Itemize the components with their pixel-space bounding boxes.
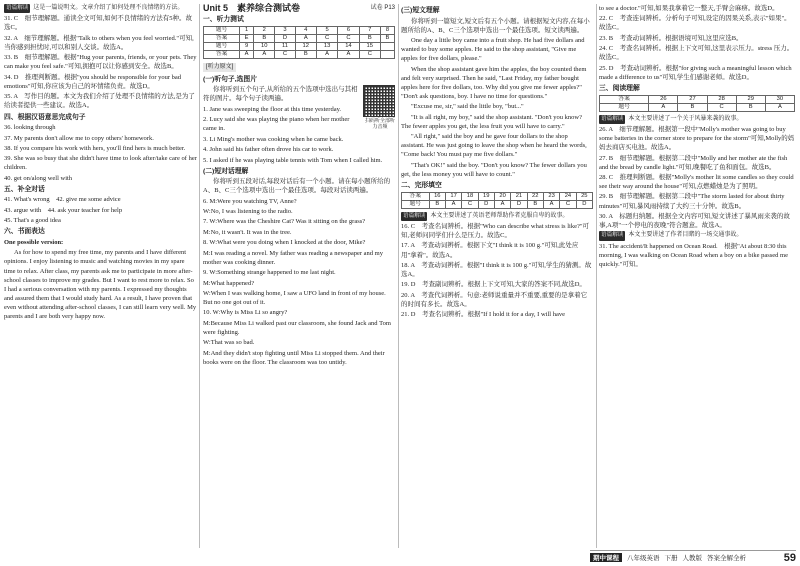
table-cell: 题号 bbox=[204, 26, 240, 34]
column-3 bbox=[401, 4, 593, 321]
table-cell: D bbox=[576, 200, 592, 208]
answer-item: 33. B 细节理解题。根据"Hug your parents, friends, or your pets. They can make you feel safe."可知,拥抱可以让你感到安全。故选B。 bbox=[4, 54, 197, 71]
passage-paragraph: When the shop assistant gave him the apples, the boy counted them and felt very surprised. Then he said, "Last Friday, my father bought apples here for five dollars, too. Why did you give me fewer apples?" "Don't ask questions, boy. I have no time for questions." bbox=[401, 65, 587, 100]
answer-item: 23. B 考查动词辨析。根据语境可知,这里应选B。 bbox=[599, 34, 743, 42]
script-line: M:Because Miss Li walked past our classroom, she found Jack and Tom were fighting. bbox=[203, 319, 391, 336]
table-cell: B bbox=[295, 50, 316, 58]
script-line: W:That was so bad. bbox=[203, 339, 255, 347]
passage-note: 语篇解读 这是一篇说明文。文章介绍了如何处理不良情绪的方法。 bbox=[4, 4, 197, 13]
script-line: 10. W:Why is Miss Li so angry? bbox=[203, 309, 288, 317]
passage-paragraph: "Excuse me, sir," said the little boy, "but..." bbox=[411, 103, 524, 111]
column-divider bbox=[199, 4, 200, 548]
table-cell: 12 bbox=[295, 42, 316, 50]
qr-code-icon[interactable] bbox=[363, 85, 395, 117]
passage-paragraph: One day a little boy came into a fruit shop. He had five dollars and wanted to buy some apples. He said to the shop assistant, "Give me apples for five dollars, please." bbox=[401, 37, 585, 63]
answer-item: 34. D 推理判断题。根据"you should be responsible for your bad emotions"可知,你应该为自己的坏情绪负责。故选D。 bbox=[4, 73, 182, 90]
table-cell: 4 bbox=[295, 26, 316, 34]
grade-label: 八年级英语 bbox=[627, 555, 660, 562]
table-cell: 1 bbox=[240, 26, 254, 34]
interpretation-tag: 语篇解读 bbox=[599, 231, 625, 240]
table-cell: C bbox=[462, 200, 478, 208]
instruction-text: 你将听到一篇短文,短文后有五个小题。请根据短文内容,在每小题所给的A、B、C三个选项中选出一个最佳选项。短文读两遍。 bbox=[401, 17, 590, 34]
answer-table-reading bbox=[599, 95, 795, 112]
subsection-heading: (一)听句子,选图片 bbox=[203, 75, 257, 83]
interpretation-tag: 语篇解读 bbox=[599, 115, 625, 124]
table-cell: A bbox=[338, 50, 359, 58]
answer-item: 22. C 考查连词辨析。分析句子可知,设定的因果关系,表示"如果"。故选C。 bbox=[599, 15, 791, 32]
answer-item: 18. A 考查动词辨析。根据"I think it is 100 g."可知,学生的猜测。故选A。 bbox=[401, 261, 592, 279]
table-cell: 8 bbox=[380, 26, 394, 34]
table-cell: A bbox=[295, 34, 316, 42]
passage-note: 语篇解读 本文主要讲述了一个关于风暴来袭的故事。 bbox=[599, 115, 795, 124]
brand-logo: 期中课程 bbox=[590, 553, 622, 562]
table-cell: 答案 bbox=[204, 50, 240, 58]
answers-41-45 bbox=[4, 195, 197, 225]
answer-item: 31. The accident/It happened on Ocean Road. 根据"At about 8:30 this morning, I was walking on Ocean Road when a boy on a bike passed me quickly."可知。 bbox=[599, 242, 788, 269]
table-cell: C bbox=[560, 200, 576, 208]
table-cell bbox=[380, 50, 394, 58]
answer-item: 36. looking through bbox=[4, 124, 56, 132]
table-cell: 答案 bbox=[204, 34, 240, 42]
answers-36-40 bbox=[4, 123, 197, 183]
script-line: M:What happened? bbox=[203, 279, 255, 287]
answers-16-21 bbox=[401, 222, 593, 319]
table-cell: B bbox=[736, 103, 765, 111]
script-line: 5. I asked if he was playing table tennis with Tom when I called him. bbox=[203, 156, 383, 164]
answer-item: 39. She was so busy that she didn't have time to look after/take care of her children. bbox=[4, 155, 197, 172]
table-cell: D bbox=[275, 34, 295, 42]
passage-paragraph: "It is all right, my boy," said the shop assistant. "Don't you know? The fewer apples you get, the less fruit you will have to carry." bbox=[401, 113, 583, 130]
page-number: 59 bbox=[783, 551, 796, 564]
table-cell: A bbox=[543, 200, 559, 208]
table-cell: 22 bbox=[527, 192, 543, 200]
answer-item: 17. A 考查动词辨析。根据下文"I think it is 100 g."可知,此处应用"拿着"。故选A。 bbox=[401, 242, 579, 259]
table-cell: 20 bbox=[494, 192, 510, 200]
listening-passage bbox=[401, 36, 593, 179]
answer-table-cloze bbox=[401, 192, 593, 209]
answer-item: 25. D 考查动词辨析。根据"for giving such a meaningful lesson which made a difference to us"可知,学生们感谢老师。故选D。 bbox=[599, 64, 792, 81]
table-cell: 23 bbox=[543, 192, 559, 200]
answer-item: 26. A 细节理解题。根据第一段中"Molly's mother was going to buy some batteries in the corner store to prepare for the storm"可知,Molly的妈妈去商店买电池。故选A。 bbox=[599, 125, 795, 152]
answer-item: 16. C 考查名词辨析。根据"Who can describe what stress is like?"可知,老师问同学们什么是压力。故选C。 bbox=[401, 222, 589, 240]
answer-item: 45. That's a good idea bbox=[4, 217, 61, 225]
table-cell: 3 bbox=[275, 26, 295, 34]
table-cell: 15 bbox=[359, 42, 380, 50]
section-heading: 四、根据汉语意思完成句子 bbox=[4, 113, 86, 121]
script-line: 8. W:What were you doing when I knocked at the door, Mike? bbox=[203, 239, 366, 247]
column-2 bbox=[203, 4, 395, 368]
column-4 bbox=[599, 4, 795, 270]
table-cell: B bbox=[380, 34, 394, 42]
answer-item: 43. argue with 44. ask your teacher for help bbox=[4, 206, 123, 214]
table-cell: B bbox=[527, 200, 543, 208]
table-cell: C bbox=[707, 103, 736, 111]
script-line: W:When I was walking home, I saw a UFO land in front of my house. But no one got out of it. bbox=[203, 289, 386, 306]
table-cell: 题号 bbox=[402, 200, 430, 208]
table-cell: B bbox=[678, 103, 707, 111]
answer-item: 38. If you compare his work with hers, you'll find hers is much better. bbox=[4, 144, 186, 152]
answers-31-35 bbox=[4, 14, 197, 110]
answer-item: 21. D 考查名词辨析。根据"If I hold it for a day, I will have bbox=[401, 311, 565, 319]
table-cell: A bbox=[494, 200, 510, 208]
table-cell bbox=[380, 42, 394, 50]
answer-item: 20. A 考查代词辨析。句意:老师说重量并不重要,重要的是拿着它的时间有多长。故选A。 bbox=[401, 291, 588, 308]
section-heading: 二、完形填空 bbox=[401, 181, 442, 189]
interpretation-tag: 语篇解读 bbox=[401, 212, 427, 221]
script-line: 6. M:Were you watching TV, Anne? bbox=[203, 197, 297, 205]
passage-note: 语篇解读 本文主要讲述了作者目睹的一场交通事故。 bbox=[599, 231, 795, 240]
interpretation-tag: 语篇解读 bbox=[4, 4, 30, 13]
table-cell: 30 bbox=[765, 95, 794, 103]
table-cell: 答案 bbox=[600, 95, 649, 103]
script-line: 1. Jane was sweeping the floor at this time yesterday. bbox=[203, 105, 342, 113]
answer-item: 19. D 考查副词辨析。根据上下文可知,大家的答案不同,故选D。 bbox=[401, 281, 586, 289]
table-cell: C bbox=[359, 50, 380, 58]
answer-item: 28. C 推理判断题。根据"Molly's mother lit some candles so they could see their way around the house"可知,点燃蜡烛是为了照明。 bbox=[599, 173, 794, 191]
section-label: 答案全解全析 bbox=[707, 555, 746, 562]
subsection-heading: (三)短文理解 bbox=[401, 7, 440, 14]
answers-21-25 bbox=[599, 4, 795, 82]
script-line: W:No, I was listening to the radio. bbox=[203, 208, 293, 216]
table-cell: 24 bbox=[560, 192, 576, 200]
table-cell: 29 bbox=[736, 95, 765, 103]
table-cell: C bbox=[275, 50, 295, 58]
answers-31 bbox=[599, 242, 795, 269]
answer-item: to see a doctor."可知,如果我拿着它一整天,手臂会麻痹。故选D。 bbox=[599, 5, 779, 12]
passage-paragraph: "All right," said the boy and he gave four dollars to the shop assistant. He was just going to leave the shop when he heard the words, "Come back! You must pay me five dollars." bbox=[401, 133, 587, 159]
script-line: M:I was reading a novel. My father was reading a newspaper and my mother was cooking dinner. bbox=[203, 249, 383, 266]
table-cell: C bbox=[316, 34, 337, 42]
table-cell: B bbox=[429, 200, 445, 208]
table-cell: 26 bbox=[649, 95, 678, 103]
instruction-text: 你将听到五个句子,从所给的五个选项中选出与其相符的图片。每个句子读两遍。 bbox=[203, 86, 358, 103]
table-cell: 5 bbox=[316, 26, 337, 34]
table-cell: 答案 bbox=[402, 192, 430, 200]
table-cell: 27 bbox=[678, 95, 707, 103]
instruction-text: 你将听到五段对话,每段对话后有一个小题。请在每小题所给的A、B、C三个选项中选出一个最佳选项。每段对话读两遍。 bbox=[203, 178, 391, 195]
table-cell: 19 bbox=[478, 192, 494, 200]
table-cell: 7 bbox=[359, 26, 380, 34]
section-heading: 五、补全对话 bbox=[4, 185, 45, 193]
answer-item: 37. My parents don't allow me to copy others' homework. bbox=[4, 134, 154, 142]
answer-item: 35. A 写作目的题。本文为我们介绍了处理不良情绪的方法,是为了给读者提供一些建议。故选A。 bbox=[4, 93, 195, 110]
table-cell: 10 bbox=[254, 42, 275, 50]
sample-essay: As for how to spend my free time, my parents and I have different opinions. I enjoy listening to music and watching movies in my spare time to relax. After class, my parents ask me to participate in more after-school classes to improve my grades. But I want to rest more to relax. So I had a serious conversation with my parents. I expressed my thoughts and assured them that I would study hard. As a result, I have proven that even without attending after-school classes, I can still learn very well. My parents and I are both very happy now. bbox=[4, 249, 197, 320]
table-cell: 17 bbox=[445, 192, 461, 200]
answers-26-30 bbox=[599, 125, 795, 230]
table-cell: A bbox=[445, 200, 461, 208]
answer-item: 30. A 标题归纳题。根据全文内容可知,短文讲述了暴风雨来袭的故事,A项"一个停电的夜晚"符合题意。故选A。 bbox=[599, 212, 790, 230]
table-cell: 21 bbox=[511, 192, 527, 200]
table-cell: A bbox=[316, 50, 337, 58]
table-cell: B bbox=[254, 34, 275, 42]
sample-title: One possible version: bbox=[4, 238, 64, 246]
table-cell: A bbox=[765, 103, 794, 111]
script-line: 7. W:Where was the Cheshire Cat? Was it sitting on the grass? bbox=[203, 218, 366, 226]
section-heading: 三、阅读理解 bbox=[599, 84, 640, 92]
table-cell: A bbox=[649, 103, 678, 111]
listening-part-2 bbox=[203, 197, 395, 367]
table-cell: 18 bbox=[462, 192, 478, 200]
answer-item: 40. get on/along well with bbox=[4, 174, 73, 182]
unit-title: Unit 5 素养综合测试卷 bbox=[203, 3, 301, 13]
answer-item: 32. A 细节理解题。根据"Talk to others when you feel worried."可知,当你感到担忧时,可以和别人交谈。故选A。 bbox=[4, 34, 194, 51]
script-line: 3. Li Ming's mother was cooking when he came back. bbox=[203, 135, 344, 143]
section-heading: 一、听力测试 bbox=[203, 16, 244, 24]
answer-item: 31. C 细节理解题。通读全文可知,如何不良情绪的方法有5种。故选C。 bbox=[4, 15, 192, 32]
table-cell: 13 bbox=[316, 42, 337, 50]
table-cell: D bbox=[511, 200, 527, 208]
column-divider bbox=[398, 4, 399, 548]
term-label: 下册 bbox=[664, 555, 678, 562]
script-line: 9. W:Something strange happened to me last night. bbox=[203, 269, 336, 277]
answer-item: 41. What's wrong 42. give me some advice bbox=[4, 196, 121, 204]
table-cell: 题号 bbox=[204, 42, 240, 50]
table-cell: 16 bbox=[429, 192, 445, 200]
table-cell: E bbox=[240, 34, 254, 42]
table-cell: 2 bbox=[254, 26, 275, 34]
script-line: 2. Lucy said she was playing the piano when her mother came in. bbox=[203, 116, 350, 133]
table-cell: 题号 bbox=[600, 103, 649, 111]
table-cell: B bbox=[359, 34, 380, 42]
qr-note: 扫码听全部听力音频 bbox=[365, 119, 396, 131]
script-line: M:And they didn't stop fighting until Miss Li stopped them. And their books were on the floor. The classroom was too untidy. bbox=[203, 349, 385, 366]
script-label: [听力原文] bbox=[203, 63, 236, 72]
subsection-heading: (二)短对话理解 bbox=[203, 167, 249, 175]
passage-note: 语篇解读 本文主要讲述了英语老师帮助作者克服自卑的故事。 bbox=[401, 212, 593, 221]
answer-item: 29. B 细节理解题。根据第二段中"The storm lasted for about thirty minutes"可知,暴风雨持续了大约三十分钟。故选B。 bbox=[599, 193, 785, 210]
table-cell: 25 bbox=[576, 192, 592, 200]
table-cell: 9 bbox=[240, 42, 254, 50]
passage-paragraph: "That's OK!" said the boy. "Don't you know? The fewer dollars you get, the less money you will have to count." bbox=[401, 161, 587, 178]
answer-item: 27. B 细节理解题。根据第二段中"Molly and her mother ate the fish and the bread by candle light."可知,晚餐吃了鱼和面包。故选B。 bbox=[599, 154, 788, 171]
page-footer bbox=[590, 550, 796, 564]
script-line: 4. John said his father often drove his car to work. bbox=[203, 146, 334, 154]
column-divider bbox=[596, 4, 597, 548]
table-cell: D bbox=[478, 200, 494, 208]
answer-table-listening bbox=[203, 26, 395, 59]
paper-reference: 试卷 P13 bbox=[370, 5, 395, 11]
table-cell: 28 bbox=[707, 95, 736, 103]
unit-header bbox=[203, 4, 395, 13]
table-cell: 11 bbox=[275, 42, 295, 50]
table-cell: 14 bbox=[338, 42, 359, 50]
section-heading: 六、书面表达 bbox=[4, 228, 45, 236]
table-cell: A bbox=[240, 50, 254, 58]
table-cell: 6 bbox=[338, 26, 359, 34]
edition-label: 人教版 bbox=[682, 555, 702, 562]
script-line: M:No, it wasn't. It was in the tree. bbox=[203, 228, 292, 236]
table-cell: C bbox=[338, 34, 359, 42]
table-cell: A bbox=[254, 50, 275, 58]
column-1 bbox=[4, 4, 197, 322]
answer-item: 24. C 考查名词辨析。根据上下文可知,这里表示压力。stress 压力。故选C。 bbox=[599, 45, 794, 62]
